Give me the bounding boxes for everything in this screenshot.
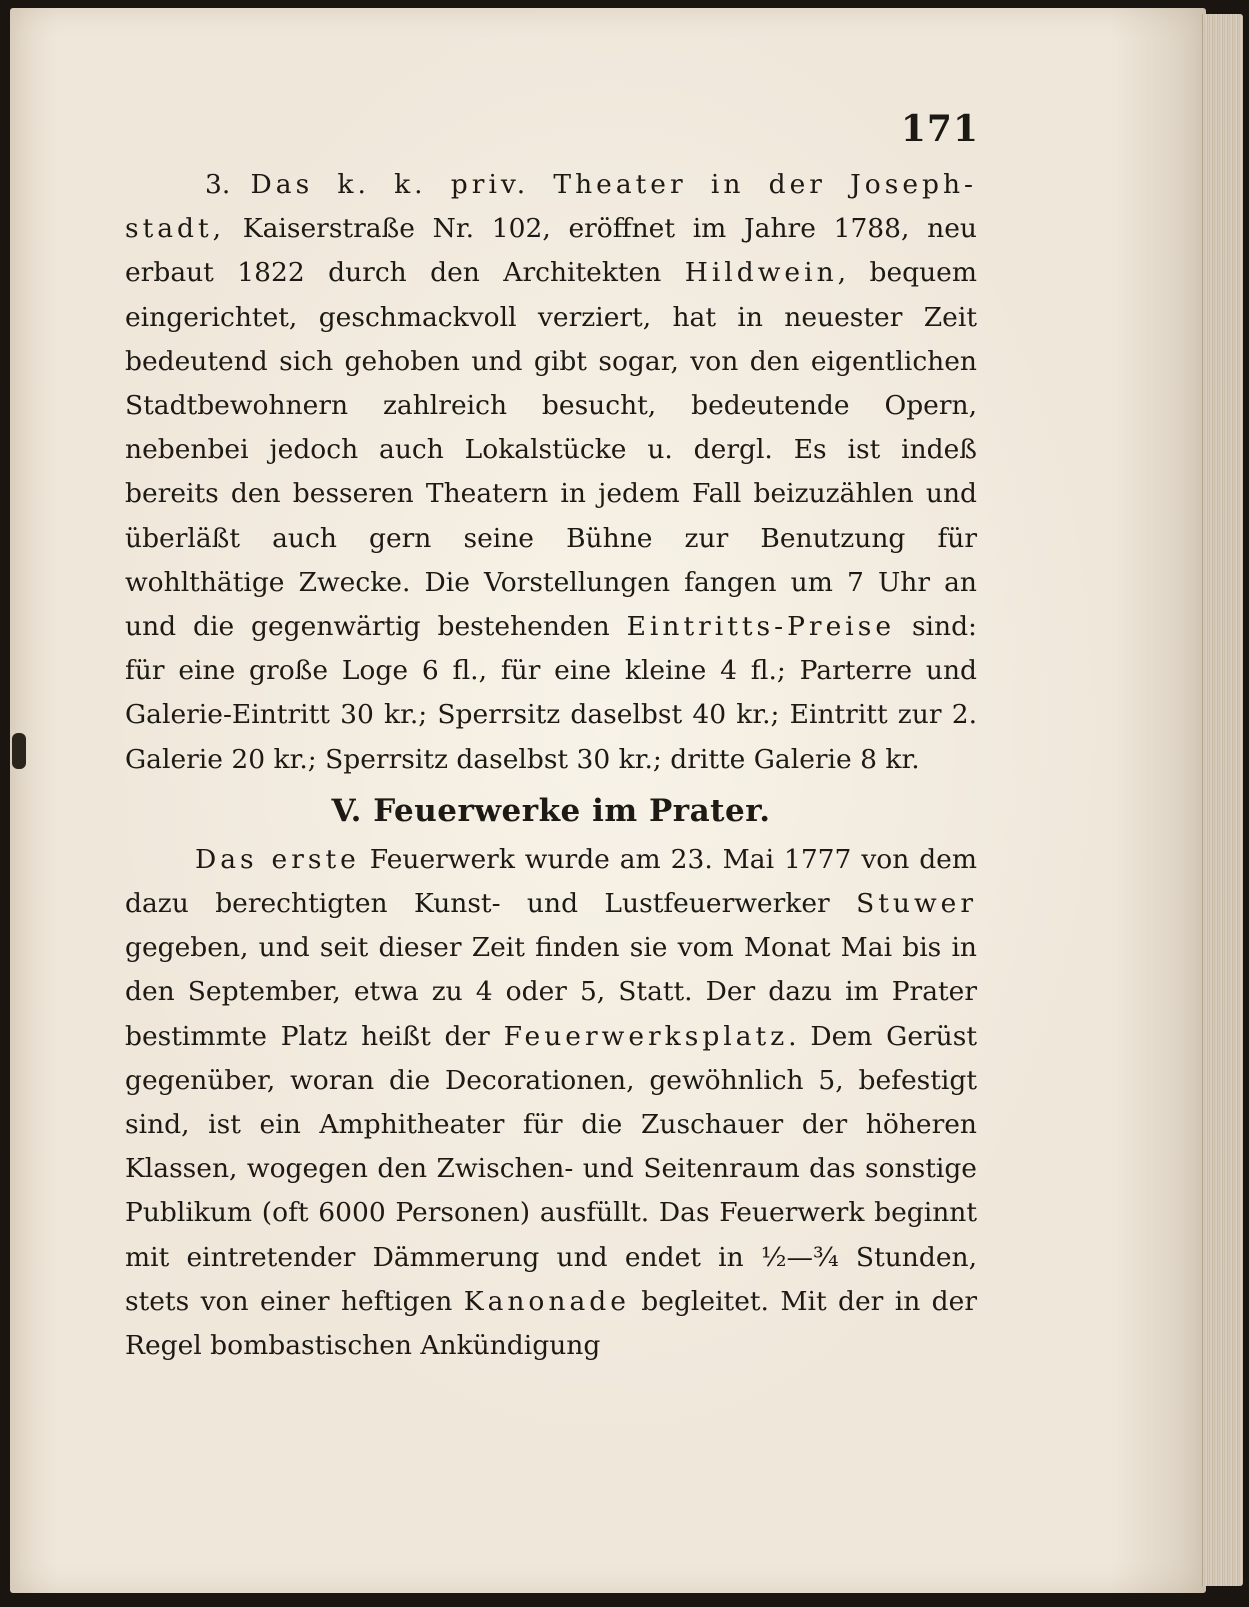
page-number: 171 xyxy=(900,108,979,150)
page-edges xyxy=(1202,14,1243,1586)
paragraph-theater xyxy=(125,163,977,782)
fireworks-text-a: Feuerwerk wurde am 23. Mai 1777 von dem dazu berechtigten Kunst- und Lustfeuerwerker xyxy=(125,843,977,920)
item-number: 3. xyxy=(205,169,231,200)
theater-text-a: Kaiserstraße Nr. 102, eröffnet im Jahre 1788, neu erbaut 1822 durch den Architekten xyxy=(125,213,977,289)
fireworks-text-c: . Dem Gerüst gegenüber, woran die Decorationen, gewöhnlich 5, befestigt sind, ist ein Amphitheater für die Zuschauer der höheren Klassen, wogegen den Zwischen- und Seitenraum das sonstige Publikum (oft 6000 Personen) ausfüllt. Das Feuerwerk beginnt mit eintretender Dämmerung und endet in ½—¾ Stunden, stets von einer heftigen xyxy=(125,1020,977,1317)
place-name: Feuerwerksplatz xyxy=(503,1020,789,1052)
fireworks-lead: Das erste xyxy=(195,843,360,875)
text-block xyxy=(125,163,977,1368)
binding-mark xyxy=(12,733,26,769)
fireworker-name: Stuwer xyxy=(856,888,977,920)
cannonade-word: Kanonade xyxy=(463,1285,630,1317)
section-heading: V. Feuerwerke im Prater. xyxy=(331,792,771,829)
paragraph-fireworks xyxy=(125,838,977,1368)
theater-title: Das k. k. priv. Theater in der Joseph-stadt, xyxy=(125,169,977,245)
prices-label: Eintritts-Preise xyxy=(626,611,896,643)
fireworks-text-b: gegeben, und seit dieser Zeit finden sie vom Monat Mai bis in den September, etwa zu 4 oder 5, Statt. Der dazu im Prater bestimmte Platz heißt der xyxy=(125,932,977,1052)
theater-text-c: sind: für eine große Loge 6 fl., für eine kleine 4 fl.; Parterre und Galerie-Eintritt 30 kr.; Sperrsitz daselbst 40 kr.; Eintritt zur 2. Galerie 20 kr.; Sperrsitz daselbst 30 kr.; dritte Galerie 8 kr. xyxy=(125,611,977,775)
architect-name: Hildwein xyxy=(684,257,838,289)
fireworks-text-d: begleitet. Mit der in der Regel bombastischen Ankündigung xyxy=(125,1285,977,1362)
theater-text-b: , bequem eingerichtet, geschmackvoll verziert, hat in neuester Zeit bedeutend sich gehoben und gibt sogar, von den eigentlichen Stadtbewohnern zahlreich besucht, bedeutende Opern, nebenbei jedoch auch Lokalstücke u. dergl. Es ist indeß bereits den besseren Theatern in jedem Fall beizuzählen und überläßt auch gern seine Bühne zur Benutzung für wohlthätige Zwecke. Die Vorstellungen fangen um 7 Uhr an und die gegenwärtig bestehenden xyxy=(125,257,977,643)
